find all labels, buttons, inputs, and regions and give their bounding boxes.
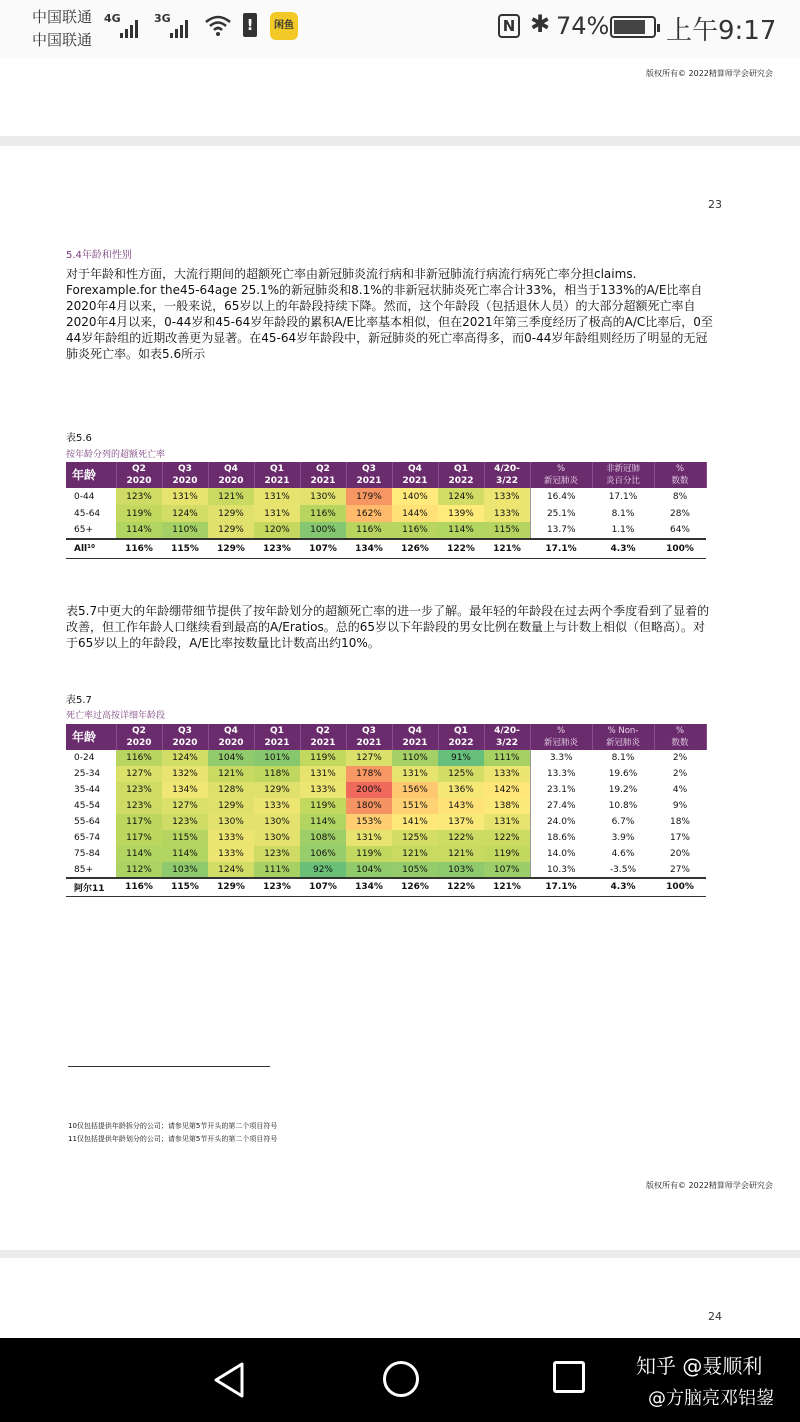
table-cell: 3.9% [592, 830, 654, 846]
table-cell: 123% [162, 814, 208, 830]
recent-apps-button[interactable] [553, 1361, 585, 1393]
table-cell: 107% [300, 539, 346, 558]
table-cell: 4.3% [592, 539, 654, 558]
table-cell: 116% [392, 522, 438, 539]
table-cell: 121% [208, 766, 254, 782]
table-cell: 116% [116, 878, 162, 896]
table-cell: 104% [346, 862, 392, 878]
table-cell: 8% [654, 488, 706, 505]
table-cell: 121% [484, 878, 530, 896]
status-bar [0, 0, 800, 58]
table-cell: 4.3% [592, 878, 654, 896]
row-label: 阿尔11 [66, 878, 116, 896]
table-header-row [66, 462, 706, 488]
table-cell: 91% [438, 750, 484, 766]
table-cell: 10.3% [530, 862, 592, 878]
table1-label: 表5.6 [66, 433, 92, 444]
row-label: 45-64 [66, 505, 116, 522]
table-cell: 27% [654, 862, 706, 878]
table-cell: 114% [162, 846, 208, 862]
table-cell: 120% [254, 522, 300, 539]
table-cell: 131% [484, 814, 530, 830]
table-cell: 130% [208, 814, 254, 830]
table-cell: 131% [346, 830, 392, 846]
table-cell: 127% [346, 750, 392, 766]
page-number: 23 [708, 198, 722, 211]
table-cell: 131% [162, 488, 208, 505]
column-header: Q3 2020 [162, 724, 208, 750]
column-header: Q1 2021 [254, 462, 300, 488]
table-cell: 104% [208, 750, 254, 766]
row-label: 45-54 [66, 798, 116, 814]
table-cell: 121% [392, 846, 438, 862]
total-row [66, 539, 706, 558]
column-header: % 数数 [654, 462, 706, 488]
table-cell: 133% [208, 846, 254, 862]
table-cell: 133% [484, 505, 530, 522]
table-cell: 112% [116, 862, 162, 878]
home-button[interactable] [383, 1361, 419, 1397]
wifi-icon [204, 14, 232, 36]
column-header: % 数数 [654, 724, 706, 750]
table-cell: 122% [438, 539, 484, 558]
table-cell: 101% [254, 750, 300, 766]
navigation-bar [0, 1338, 800, 1422]
table-cell: 16.4% [530, 488, 592, 505]
table-cell: 18.6% [530, 830, 592, 846]
table-cell: 119% [116, 505, 162, 522]
table-cell: 10.8% [592, 798, 654, 814]
table-cell: 110% [162, 522, 208, 539]
row-label: 25-34 [66, 766, 116, 782]
row-label: 35-44 [66, 782, 116, 798]
table-cell: 117% [116, 814, 162, 830]
table-cell: 103% [162, 862, 208, 878]
column-header: 非新冠肺 炎百分比 [592, 462, 654, 488]
table-cell: 115% [162, 830, 208, 846]
table-cell: 28% [654, 505, 706, 522]
table-cell: 129% [208, 505, 254, 522]
column-header: Q2 2020 [116, 462, 162, 488]
row-label: 85+ [66, 862, 116, 878]
back-button[interactable] [210, 1360, 250, 1400]
column-header: Q1 2022 [438, 462, 484, 488]
table-cell: 144% [392, 505, 438, 522]
table-cell: 116% [346, 522, 392, 539]
table-cell: 105% [392, 862, 438, 878]
table-cell: 114% [116, 846, 162, 862]
table-cell: 134% [346, 878, 392, 896]
table-cell: 130% [254, 830, 300, 846]
document-page [0, 146, 800, 1250]
table-cell: 131% [254, 505, 300, 522]
table-cell: 123% [254, 846, 300, 862]
bluetooth-icon: ✱ [530, 10, 551, 38]
clock: 上午9:17 [666, 16, 777, 46]
row-label: 0-44 [66, 488, 116, 505]
table-cell: 130% [300, 488, 346, 505]
table-cell: 162% [346, 505, 392, 522]
column-header: % 新冠肺炎 [530, 724, 592, 750]
paragraph-1: 对于年龄和性方面，大流行期间的超额死亡率由新冠肺炎流行病和非新冠肺流行病流行病死亡率分担claims. Forexample.for the45-64age 25.1%的新冠肺炎和8.1%的非新冠状肺炎死亡率合计33%，相当于133%的A/E比率自2020年4月以来，一般来说，65岁以上的年龄段持续下降。然而，这个年龄段（包括退休人员）的大部分超额死亡率自2020年4月以来，0-44岁和45-64岁年龄段的累积A/E比率基本相似，但在2021年第三季度经历了极高的A/C比率后，0至44岁年龄组的近期改善更为显著。在45-64岁年龄段中，新冠肺炎的死亡率高得多，而0-44岁年龄组则经历了明显的无冠肺炎死亡率。如表5.6所示 [66, 267, 713, 361]
table-cell: 123% [116, 488, 162, 505]
watermark-line-2: @方脑亮邓铝鋆 [648, 1388, 774, 1409]
table-cell: 200% [346, 782, 392, 798]
table2-label: 表5.7 [66, 695, 92, 706]
next-page-number: 24 [708, 1310, 722, 1323]
table-5-6 [66, 462, 707, 559]
table-cell: 129% [208, 878, 254, 896]
table-cell: 133% [208, 830, 254, 846]
table-cell: 129% [208, 522, 254, 539]
table-cell: 111% [484, 750, 530, 766]
table-cell: 119% [484, 846, 530, 862]
column-header: Q2 2021 [300, 462, 346, 488]
table-cell: 25.1% [530, 505, 592, 522]
table-5-7 [66, 724, 707, 897]
table-row [66, 862, 706, 878]
table-cell: 133% [254, 798, 300, 814]
watermark-line-1: 知乎 @聂顺利 [636, 1354, 763, 1378]
table-row [66, 846, 706, 862]
table-cell: 134% [346, 539, 392, 558]
column-header: 4/20- 3/22 [484, 724, 530, 750]
column-header: Q3 2020 [162, 462, 208, 488]
table-cell: 100% [654, 878, 706, 896]
table-cell: 179% [346, 488, 392, 505]
row-header: 年龄 [66, 724, 116, 750]
table-cell: 13.3% [530, 766, 592, 782]
table-cell: 124% [438, 488, 484, 505]
table-cell: 116% [116, 750, 162, 766]
table-row [66, 798, 706, 814]
table-cell: 180% [346, 798, 392, 814]
row-label: 55-64 [66, 814, 116, 830]
app-notification-icon: 闲鱼 [270, 12, 298, 40]
row-label: All¹⁰ [66, 539, 116, 558]
table-cell: 3.3% [530, 750, 592, 766]
table-cell: 17.1% [592, 488, 654, 505]
column-header: 4/20- 3/22 [484, 462, 530, 488]
table-cell: 116% [116, 539, 162, 558]
table-cell: 122% [438, 830, 484, 846]
battery-icon [610, 16, 656, 38]
column-header: Q4 2020 [208, 462, 254, 488]
table-row [66, 488, 706, 505]
table-cell: -3.5% [592, 862, 654, 878]
table-cell: 92% [300, 862, 346, 878]
column-header: Q4 2021 [392, 724, 438, 750]
column-header: Q1 2021 [254, 724, 300, 750]
table-cell: 133% [300, 782, 346, 798]
table-cell: 129% [208, 539, 254, 558]
table-cell: 111% [254, 862, 300, 878]
table-row [66, 750, 706, 766]
table-cell: 125% [438, 766, 484, 782]
table-cell: 128% [208, 782, 254, 798]
signal-bars-icon [120, 20, 138, 38]
table-cell: 123% [116, 798, 162, 814]
table-cell: 140% [392, 488, 438, 505]
nfc-icon: N [498, 14, 520, 38]
footnote-11: 11仅包括提供年龄划分的公司；请参见第5节开头的第二个项目符号 [68, 1135, 278, 1143]
table-cell: 124% [208, 862, 254, 878]
table-cell: 107% [484, 862, 530, 878]
carrier-1: 中国联通 [32, 8, 93, 26]
table-cell: 122% [438, 878, 484, 896]
table-cell: 178% [346, 766, 392, 782]
table-cell: 9% [654, 798, 706, 814]
column-header: Q2 2021 [300, 724, 346, 750]
table-cell: 132% [162, 766, 208, 782]
battery-percent: 74% [556, 12, 610, 40]
table-cell: 107% [300, 878, 346, 896]
table-cell: 141% [392, 814, 438, 830]
table-header-row [66, 724, 706, 750]
table-cell: 114% [116, 522, 162, 539]
table-cell: 6.7% [592, 814, 654, 830]
table-cell: 1.1% [592, 522, 654, 539]
table-cell: 123% [254, 539, 300, 558]
table-cell: 24.0% [530, 814, 592, 830]
table-cell: 124% [162, 750, 208, 766]
table-cell: 125% [392, 830, 438, 846]
alert-icon: ! [243, 13, 257, 37]
copyright: 版权所有© 2022精算师学会研究会 [646, 1181, 773, 1190]
carrier-2: 中国联通 [32, 31, 93, 49]
table-cell: 13.7% [530, 522, 592, 539]
table-row [66, 505, 706, 522]
table-cell: 117% [116, 830, 162, 846]
table-cell: 118% [254, 766, 300, 782]
previous-page-footer [0, 58, 800, 136]
table-cell: 64% [654, 522, 706, 539]
table-cell: 19.2% [592, 782, 654, 798]
table-cell: 134% [162, 782, 208, 798]
table-row [66, 782, 706, 798]
table2-subtitle: 死亡率过高按详细年龄段 [66, 711, 166, 721]
table-cell: 4.6% [592, 846, 654, 862]
table-cell: 116% [300, 505, 346, 522]
table-cell: 119% [346, 846, 392, 862]
signal-bars-icon [170, 20, 188, 38]
table-cell: 100% [300, 522, 346, 539]
table-cell: 137% [438, 814, 484, 830]
table-cell: 130% [254, 814, 300, 830]
table-cell: 138% [484, 798, 530, 814]
table-cell: 27.4% [530, 798, 592, 814]
table-cell: 114% [438, 522, 484, 539]
table1-subtitle: 按年龄分列的超额死亡率 [66, 450, 166, 460]
table-cell: 122% [484, 830, 530, 846]
table-cell: 126% [392, 878, 438, 896]
table-cell: 131% [300, 766, 346, 782]
table-cell: 18% [654, 814, 706, 830]
table-cell: 115% [162, 539, 208, 558]
copyright: 版权所有© 2022精算师学会研究会 [646, 69, 773, 78]
table-cell: 114% [300, 814, 346, 830]
table-cell: 100% [654, 539, 706, 558]
table-cell: 23.1% [530, 782, 592, 798]
table-cell: 119% [300, 750, 346, 766]
table-cell: 131% [392, 766, 438, 782]
table-cell: 108% [300, 830, 346, 846]
row-header: 年龄 [66, 462, 116, 488]
table-cell: 153% [346, 814, 392, 830]
table-cell: 115% [484, 522, 530, 539]
table-cell: 131% [254, 488, 300, 505]
table-cell: 129% [254, 782, 300, 798]
table-cell: 133% [484, 488, 530, 505]
table-cell: 8.1% [592, 505, 654, 522]
table-cell: 14.0% [530, 846, 592, 862]
table-row [66, 814, 706, 830]
footnote-divider [68, 1066, 270, 1067]
table-cell: 106% [300, 846, 346, 862]
table-cell: 121% [208, 488, 254, 505]
table-cell: 123% [254, 878, 300, 896]
column-header: % 新冠肺炎 [530, 462, 592, 488]
column-header: Q3 2021 [346, 462, 392, 488]
table-cell: 143% [438, 798, 484, 814]
table-cell: 2% [654, 766, 706, 782]
table-cell: 103% [438, 862, 484, 878]
total-row [66, 878, 706, 896]
table-cell: 17% [654, 830, 706, 846]
row-label: 75-84 [66, 846, 116, 862]
table-row [66, 766, 706, 782]
table-cell: 124% [162, 505, 208, 522]
row-label: 65+ [66, 522, 116, 539]
table-cell: 139% [438, 505, 484, 522]
column-header: Q2 2020 [116, 724, 162, 750]
column-header: Q1 2022 [438, 724, 484, 750]
column-header: Q4 2020 [208, 724, 254, 750]
column-header: Q3 2021 [346, 724, 392, 750]
table-row [66, 830, 706, 846]
table-cell: 133% [484, 766, 530, 782]
table-cell: 127% [116, 766, 162, 782]
table-cell: 156% [392, 782, 438, 798]
table-cell: 129% [208, 798, 254, 814]
table-cell: 151% [392, 798, 438, 814]
table-cell: 119% [300, 798, 346, 814]
table-cell: 121% [484, 539, 530, 558]
table-cell: 136% [438, 782, 484, 798]
table-cell: 8.1% [592, 750, 654, 766]
paragraph-2: 表5.7中更大的年龄绷带细节提供了按年龄划分的超额死亡率的进一步了解。最年轻的年龄段在过去两个季度看到了显着的改善，但工作年龄人口继续看到最高的A/Eratios。总的65岁以下年龄段的男女比例在数量上与计数上相似（但略高）。对于65岁以上的年龄段，A/E比率按数量比计数高出约10%。 [66, 604, 710, 650]
column-header: % Non- 新冠肺炎 [592, 724, 654, 750]
table-cell: 142% [484, 782, 530, 798]
row-label: 65-74 [66, 830, 116, 846]
table-cell: 110% [392, 750, 438, 766]
footnote-10: 10仅包括提供年龄拆分的公司；请参见第5节开头的第二个项目符号 [68, 1122, 278, 1130]
network-type-2: 3G [154, 12, 171, 25]
next-page [0, 1258, 800, 1338]
table-cell: 123% [116, 782, 162, 798]
table-cell: 126% [392, 539, 438, 558]
table-cell: 121% [438, 846, 484, 862]
column-header: Q4 2021 [392, 462, 438, 488]
network-type-1: 4G [104, 12, 121, 25]
table-cell: 17.1% [530, 539, 592, 558]
table-cell: 4% [654, 782, 706, 798]
section-heading: 5.4年龄和性别 [66, 250, 132, 261]
table-cell: 127% [162, 798, 208, 814]
table-cell: 17.1% [530, 878, 592, 896]
table-row [66, 522, 706, 539]
table-cell: 2% [654, 750, 706, 766]
table-cell: 19.6% [592, 766, 654, 782]
table-cell: 115% [162, 878, 208, 896]
row-label: 0-24 [66, 750, 116, 766]
table-cell: 20% [654, 846, 706, 862]
